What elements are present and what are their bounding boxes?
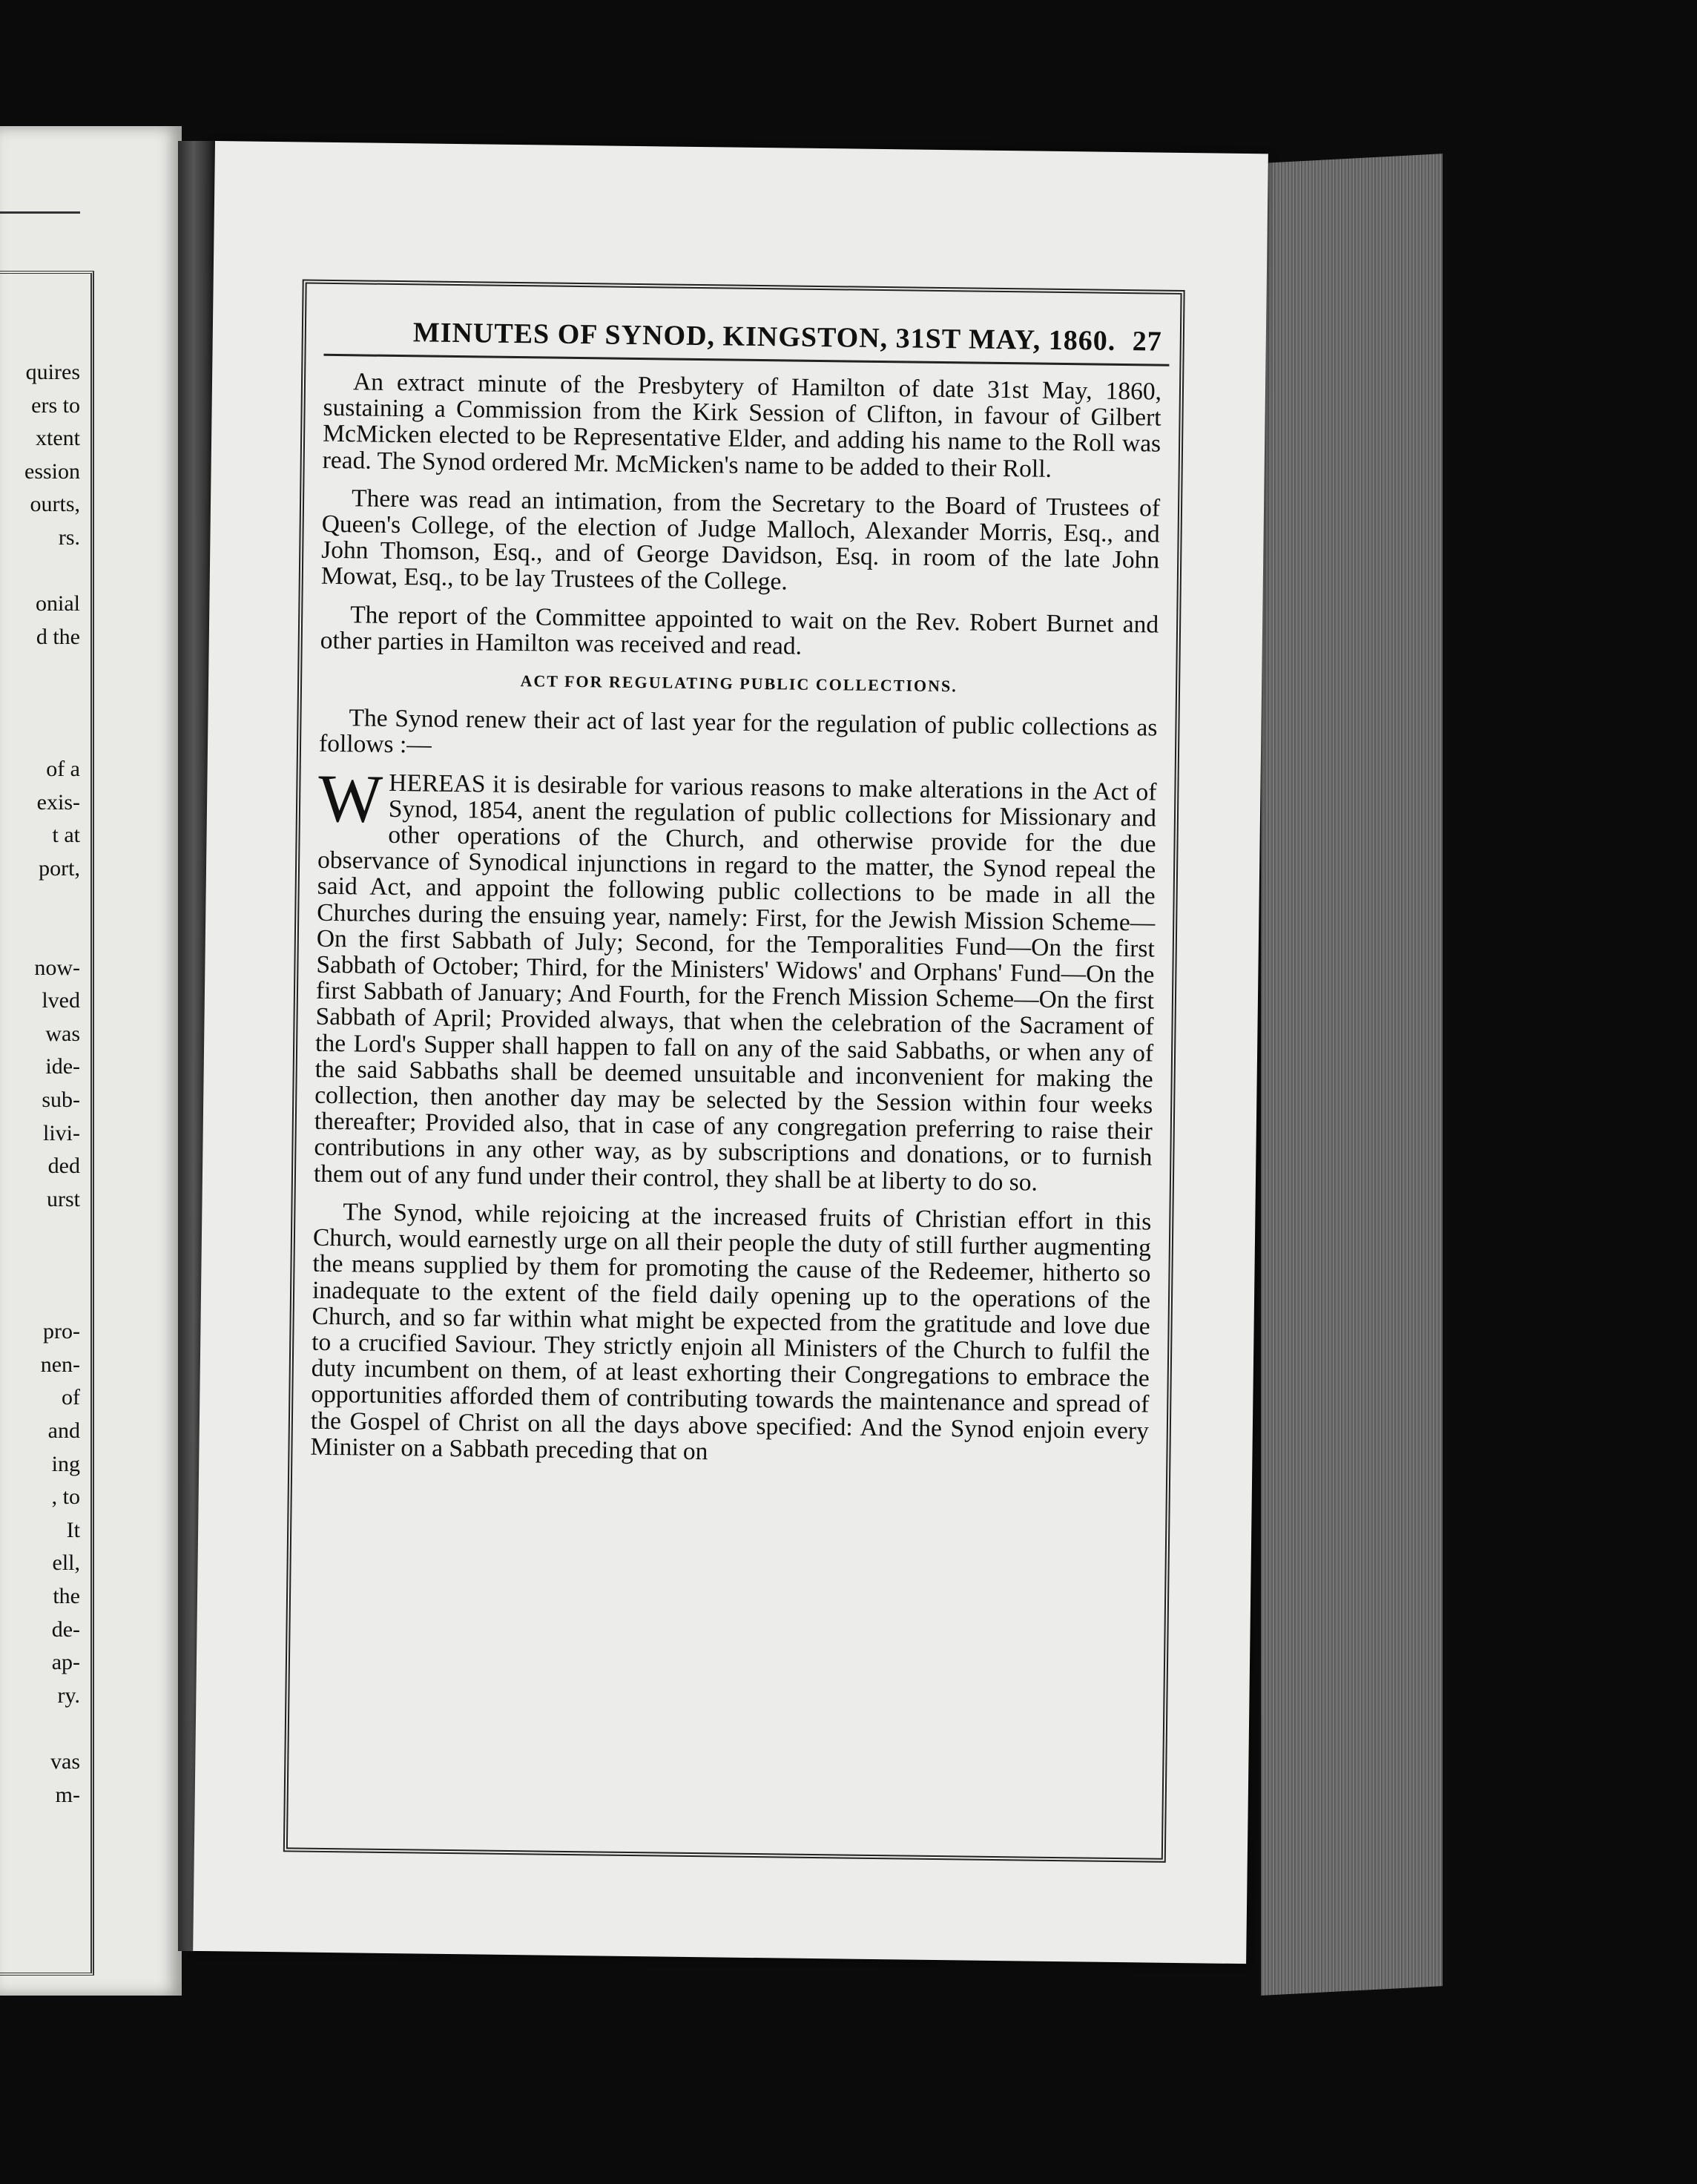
left-page-line: onial: [36, 591, 80, 616]
left-page-line: ide-: [45, 1054, 80, 1079]
left-page-line: vas: [50, 1749, 80, 1774]
act-heading: ACT FOR REGULATING PUBLIC COLLECTIONS.: [520, 671, 958, 696]
left-page-line: livi-: [43, 1120, 80, 1145]
left-page-line: rs.: [58, 524, 80, 550]
left-page-line: [0, 720, 80, 754]
left-page-line: quires: [25, 360, 80, 384]
left-page-line: [0, 1283, 80, 1316]
left-page-line: sub-: [42, 1088, 80, 1113]
left-page-line: lved: [42, 988, 80, 1013]
act-body: [313, 760, 1157, 1197]
act-closing: The Synod, while rejoicing at the increased fruits of Christian effort in this Church, would earnestly urge on all their people the duty of still further augmenting the means supplied by them for promoting the cause of the Redeemer, hitherto so inadequate to the extent of the field daily opening up to the operations of the Church, and so far within what might be expected from the gratitude and love due to a crucified Saviour. They strictly enjoin all Ministers of the Church to fulfil the duty incumbent on them, of at least exhorting their Congregations to embrace the opportunities afforded them of contributing towards the maintenance and spread of the Gospel of Christ on all the days above specified: And the Synod enjoin every Minister on a Sabbath preceding that on: [310, 1198, 1152, 1465]
left-page-line: ers to: [31, 392, 80, 418]
left-page-line: port,: [39, 855, 80, 881]
left-page-line: [0, 1249, 80, 1283]
left-page-line: nen-: [40, 1352, 80, 1377]
paragraph-committee-report: The report of the Committee appointed to wait on the Rev. Robert Burnet and other parties in Hamilton was received and read.: [320, 600, 1159, 660]
left-page-line: and: [47, 1418, 80, 1443]
drop-cap: W: [317, 760, 383, 837]
left-page-line: [0, 1712, 80, 1746]
page-edges: [1261, 154, 1443, 1996]
paragraph-intimation: There was read an intimation, from the Secretary to the Board of Trustees of Queen's College, of the election of Judge Malloch, Alexander Morris, Esq., and John Thomson, Esq., and of George Davidson, Esq. in room of the late John Mowat, Esq., to be lay Trustees of the College.: [320, 484, 1161, 596]
body-text: [310, 369, 1161, 1482]
left-page-line: [0, 654, 80, 687]
left-page-line: of: [62, 1385, 80, 1410]
left-page-line: , to: [51, 1484, 80, 1510]
left-page-line: ap-: [51, 1650, 80, 1675]
left-page-line: ourts,: [30, 492, 80, 517]
left-page-line: [0, 886, 80, 919]
left-page-line: t at: [52, 823, 80, 848]
page-number: 27: [1132, 326, 1163, 358]
left-page-line: [0, 1216, 80, 1249]
left-page: [0, 126, 182, 1996]
left-page-line: of a: [46, 757, 80, 782]
left-page-line: It: [66, 1517, 80, 1542]
left-page-line: urst: [47, 1186, 80, 1211]
paragraph-extract-minute: An extract minute of the Presbytery of Hamilton of date 31st May, 1860, sustaining a Commission from the Kirk Session of Clifton, in favour of Gilbert McMicken elected to be Representative Elder, and adding his name to the Roll was read. The Synod ordered Mr. McMicken's name to be added to their Roll.: [322, 368, 1162, 483]
act-intro: The Synod renew their act of last year for the regulation of public collections as follows :—: [318, 704, 1158, 760]
left-page-line: d the: [36, 624, 80, 649]
left-page-line: ry.: [57, 1683, 80, 1708]
left-page-line: the: [53, 1583, 80, 1608]
left-page-line: xtent: [36, 426, 80, 451]
left-page-line: [0, 687, 80, 720]
left-page-rule: [0, 211, 80, 214]
header-title: MINUTES OF SYNOD, KINGSTON, 31ST MAY, 1860.: [412, 317, 1116, 357]
right-page: [193, 141, 1268, 1964]
left-page-line: de-: [51, 1616, 80, 1642]
act-body-text: HEREAS it is desirable for various reasons to make alterations in the Act of Synod, 1854, anent the regulation of public collections for Missionary and other operations of the Church, and otherwise provide for the due observance of Synodical injunctions in regard to the matter, the Synod repeal the said Act, and appoint the following public collections to be made in all the Churches during the ensuing year, namely: First, for the Jewish Mission Scheme—On the first Sabbath of July; Second, for the Temporalities Fund—On the first Sabbath of October; Third, for the Ministers' Widows' and Orphans' Fund—On the first Sabbath of January; And Fourth, for the French Mission Scheme—On the first Sabbath of April; Provided always, that when the celebration of the Sacrament of the Lord's Supper shall happen to fall on any of the said Sabbaths, or when any of the said Sabbaths shall be deemed unsuitable and inconvenient for making the collection, then another day may be selected by the Session within four weeks thereafter; Provided also, that in case of any congregation preferring to raise their contributions in any other way, as by subscriptions and donations, or to furnish them out of any fund under their control, they shall be at liberty to do so.: [313, 769, 1157, 1197]
left-page-line: [0, 555, 80, 588]
left-page-line: now-: [34, 955, 80, 980]
left-page-line: pro-: [43, 1319, 80, 1344]
left-page-text: [0, 356, 80, 1812]
left-page-line: ing: [51, 1451, 80, 1476]
left-page-line: m-: [55, 1782, 80, 1807]
left-page-line: ded: [47, 1154, 80, 1179]
left-page-line: was: [45, 1021, 80, 1046]
left-page-line: exis-: [36, 789, 80, 815]
left-page-line: ession: [24, 458, 80, 484]
left-page-line: [0, 918, 80, 952]
left-page-line: ell,: [52, 1550, 80, 1576]
